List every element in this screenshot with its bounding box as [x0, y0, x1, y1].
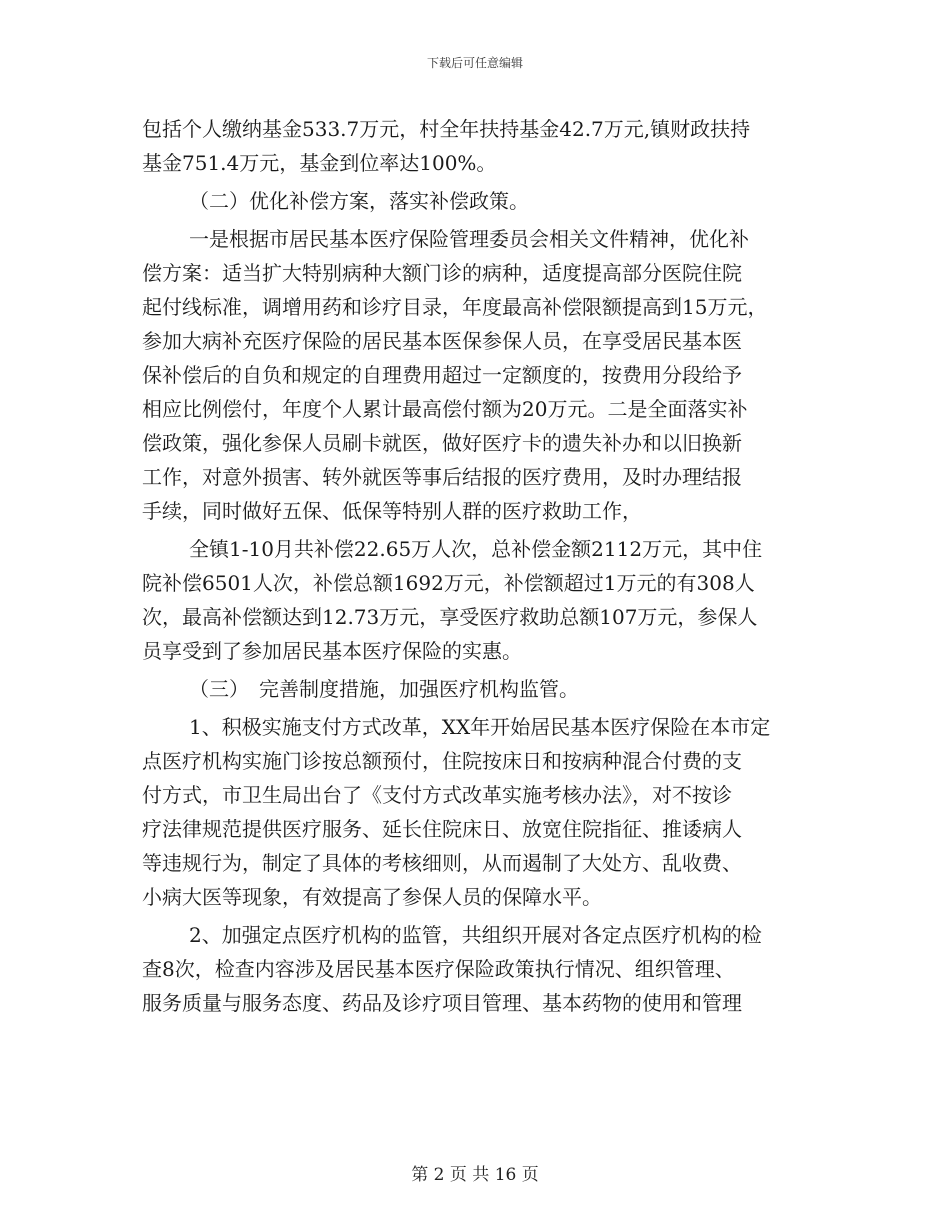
section-heading: （二）优化补偿方案，落实补偿政策。 — [189, 189, 529, 213]
page-footer: 第 2 页 共 16 页 — [411, 1165, 539, 1185]
paragraph-line: 服务质量与服务态度、药品及诊疗项目管理、基本药物的使用和管理 — [142, 991, 742, 1015]
paragraph-line: 等违规行为，制定了具体的考核细则，从而遏制了大处方、乱收费、 — [142, 851, 742, 875]
paragraph-line: 全镇1-10月共补偿22.65万人次，总补偿金额2112万元，其中住 — [189, 537, 763, 561]
paragraph-line: 次，最高补偿额达到12.73万元，享受医疗救助总额107万元，参保人 — [142, 605, 758, 629]
paragraph-line: 相应比例偿付，年度个人累计最高偿付额为20万元。二是全面落实补 — [142, 397, 748, 421]
page-header: 下载后可任意编辑 — [426, 56, 523, 70]
paragraph-line: 起付线标准，调增用药和诊疗目录，年度最高补偿限额提高到15万元， — [142, 295, 768, 319]
section-heading: （三） 完善制度措施，加强医疗机构监管。 — [189, 677, 579, 701]
paragraph-line: 2、加强定点医疗机构的监管，共组织开展对各定点医疗机构的检 — [189, 923, 762, 947]
paragraph-line: 院补偿6501人次，补偿总额1692万元，补偿额超过1万元的有308人 — [142, 571, 755, 595]
paragraph-line: 疗法律规范提供医疗服务、延长住院床日、放宽住院指征、推诿病人 — [142, 817, 742, 841]
paragraph-line: 1、积极实施支付方式改革，XX年开始居民基本医疗保险在本市定 — [189, 715, 771, 739]
paragraph-line: 员享受到了参加居民基本医疗保险的实惠。 — [142, 639, 522, 663]
paragraph-line: 小病大医等现象，有效提高了参保人员的保障水平。 — [142, 885, 602, 909]
document-body — [142, 112, 812, 1020]
paragraph-line: 保补偿后的自负和规定的自理费用超过一定额度的，按费用分段给予 — [142, 363, 742, 387]
paragraph-line: 包括个人缴纳基金533.7万元，村全年扶持基金42.7万元,镇财政扶持 — [142, 117, 751, 141]
paragraph-line: 查8次，检查内容涉及居民基本医疗保险政策执行情况、组织管理、 — [142, 957, 735, 981]
paragraph-line: 点医疗机构实施门诊按总额预付，住院按床日和按病种混合付费的支 — [142, 749, 742, 773]
paragraph-line: 偿方案：适当扩大特别病种大额门诊的病种，适度提高部分医院住院 — [142, 261, 742, 285]
paragraph-line: 偿政策，强化参保人员刷卡就医，做好医疗卡的遗失补办和以旧换新 — [142, 431, 742, 455]
paragraph-line: 手续，同时做好五保、低保等特别人群的医疗救助工作， — [142, 499, 642, 523]
paragraph-line: 一是根据市居民基本医疗保险管理委员会相关文件精神，优化补 — [189, 227, 749, 251]
paragraph-line: 工作，对意外损害、转外就医等事后结报的医疗费用，及时办理结报 — [142, 465, 742, 489]
paragraph-line: 参加大病补充医疗保险的居民基本医保参保人员，在享受居民基本医 — [142, 329, 742, 353]
paragraph-line: 付方式，市卫生局出台了《支付方式改革实施考核办法》，对不按诊 — [142, 783, 732, 807]
paragraph-line: 基金751.4万元，基金到位率达100%。 — [142, 151, 497, 175]
